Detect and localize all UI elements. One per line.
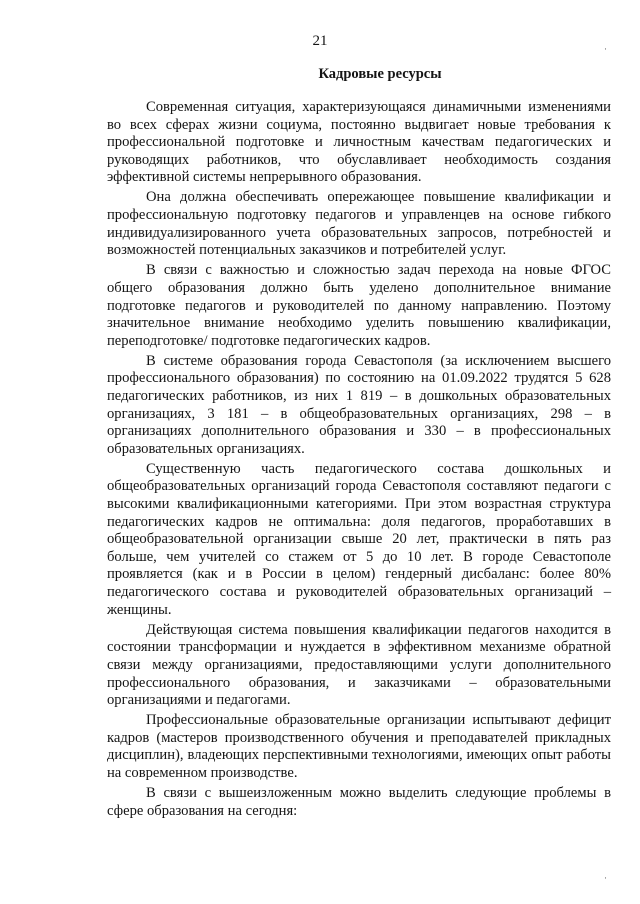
scan-speck: · <box>604 44 607 54</box>
paragraph-8: В связи с вышеизложенным можно выделить следующие проблемы в сфере образования на сегодня: <box>107 785 611 819</box>
paragraph-2: Она должна обеспечивать опережающее повышение квалификации и профессиональную подготовку педагогов и управленцев на основе гибкого индивидуализированного учета образовательных запросов, потребностей и возможностей потенциальных заказчиков и потребителей услуг. <box>107 189 611 259</box>
paragraph-5: Существенную часть педагогического состава дошкольных и общеобразовательных организаций города Севастополя составляют педагоги с высокими квалификационными категориями. При этом возрастная структура педагогических кадров не оптимальна: доля педагогов, проработавших в общеобразовательной организации свыше 20 лет, практически в пять раз больше, чем учителей со стажем от 5 до 10 лет. В городе Севастополе проявляется (как и в России в целом) гендерный дисбаланс: более 80% педагогического состава и руководителей образовательных организаций – женщины. <box>107 460 611 618</box>
paragraph-7: Профессиональные образовательные организации испытывают дефицит кадров (мастеров производственного обучения и преподавателей прикладных дисциплин), владеющих перспективными технологиями, имеющих опыт работы на современном производстве. <box>107 712 611 781</box>
section-title: Кадровые ресурсы <box>318 66 442 82</box>
paragraph-4: В системе образования города Севастополя (за исключением высшего профессионального образования) по состоянию на 01.09.2022 трудятся 5 628 педагогических работников, из них 1 819 – в дошкольных образовательных организациях, 3 181 – в общеобразовательных организациях, 298 – в организациях дополнительного образования и 330 – в профессиональных образовательных организациях. <box>107 352 611 457</box>
page-number: 21 <box>312 33 328 49</box>
scan-speck: · <box>604 873 607 883</box>
paragraph-1: Современная ситуация, характеризующаяся динамичными изменениями во всех сферах жизни социума, постоянно выдвигает новые требования к профессиональной подготовке и личностным качествам педагогических и руководящих работников, что обуславливает необходимость создания эффективной системы непрерывного образования. <box>107 99 611 186</box>
paragraph-3: В связи с важностью и сложностью задач перехода на новые ФГОС общего образования должно быть уделено дополнительное внимание подготовке педагогов и руководителей по данному направлению. Поэтому значительное внимание необходимо уделить повышению квалификации, переподготовке/ подготовке педагогических кадров. <box>107 262 611 349</box>
body-text <box>107 99 611 823</box>
paragraph-6: Действующая система повышения квалификации педагогов находится в состоянии трансформации и нуждается в эффективном механизме обратной связи между организациями, предоставляющими услуги дополнительного профессионального образования, и заказчиками – образовательными организациями и педагогами. <box>107 621 611 709</box>
